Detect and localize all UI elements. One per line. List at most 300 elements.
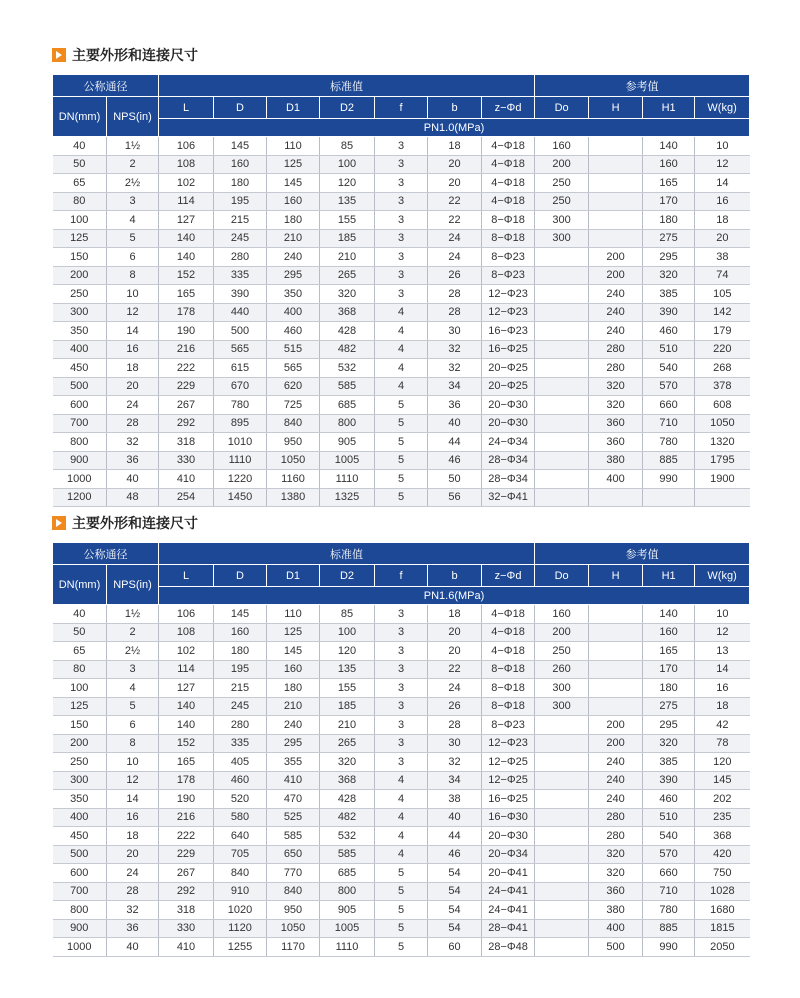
- table-cell: 220: [695, 340, 750, 359]
- table-cell: 840: [267, 414, 320, 433]
- table-cell: 300: [535, 697, 589, 716]
- table-cell: 160: [643, 155, 695, 174]
- table-cell: 1050: [267, 451, 320, 470]
- table-cell: 335: [214, 734, 267, 753]
- table-cell: 100: [320, 623, 375, 642]
- table-cell: 335: [214, 266, 267, 285]
- table-cell: 350: [53, 322, 107, 341]
- table-cell: 500: [53, 845, 107, 864]
- table-cell: 32: [428, 753, 482, 772]
- table-cell: 670: [214, 377, 267, 396]
- table-cell: 18: [695, 697, 750, 716]
- table-cell: 565: [214, 340, 267, 359]
- table-cell: 292: [159, 414, 214, 433]
- table-cell: 200: [535, 155, 589, 174]
- table-body: [53, 137, 750, 507]
- header-col: H: [589, 97, 643, 119]
- table-cell: [535, 771, 589, 790]
- pressure-rating: PN1.6(MPa): [159, 587, 750, 605]
- table-cell: 160: [643, 623, 695, 642]
- table-row: [53, 919, 750, 938]
- table-cell: 20: [107, 845, 159, 864]
- header-col: H: [589, 565, 643, 587]
- table-cell: 300: [535, 211, 589, 230]
- table-cell: 222: [159, 827, 214, 846]
- table-cell: [535, 790, 589, 809]
- table-cell: 14: [695, 660, 750, 679]
- table-cell: 3: [375, 697, 428, 716]
- table-cell: 200: [535, 623, 589, 642]
- table-cell: 5: [375, 488, 428, 507]
- table-cell: 608: [695, 396, 750, 415]
- header-col: Do: [535, 97, 589, 119]
- table-cell: 12: [107, 771, 159, 790]
- table-cell: 750: [695, 864, 750, 883]
- table-cell: 108: [159, 155, 214, 174]
- table-cell: 620: [267, 377, 320, 396]
- table-cell: 640: [214, 827, 267, 846]
- table-cell: 56: [428, 488, 482, 507]
- table-cell: 6: [107, 248, 159, 267]
- table-cell: 510: [643, 340, 695, 359]
- table-cell: 32−Φ41: [482, 488, 535, 507]
- table-cell: 145: [267, 642, 320, 661]
- table-cell: 3: [375, 155, 428, 174]
- table-cell: 200: [589, 248, 643, 267]
- table-cell: 8−Φ18: [482, 697, 535, 716]
- table-cell: [535, 248, 589, 267]
- table-cell: [535, 808, 589, 827]
- table-cell: 4−Φ18: [482, 605, 535, 624]
- table-cell: 210: [320, 716, 375, 735]
- table-cell: 216: [159, 808, 214, 827]
- table-cell: 460: [267, 322, 320, 341]
- table-cell: 178: [159, 303, 214, 322]
- table-cell: 195: [214, 192, 267, 211]
- table-cell: 8−Φ18: [482, 660, 535, 679]
- header-reference-values: 参考值: [535, 543, 750, 565]
- table-cell: 222: [159, 359, 214, 378]
- table-cell: 5: [375, 451, 428, 470]
- table-cell: 12−Φ23: [482, 303, 535, 322]
- table-cell: 400: [589, 919, 643, 938]
- table-cell: 160: [214, 155, 267, 174]
- table-row: [53, 303, 750, 322]
- table-cell: 50: [53, 623, 107, 642]
- table-cell: 540: [643, 359, 695, 378]
- header-col: D1: [267, 565, 320, 587]
- table-cell: 152: [159, 266, 214, 285]
- table-cell: 127: [159, 211, 214, 230]
- table-cell: 4: [375, 359, 428, 378]
- table-cell: 20: [107, 377, 159, 396]
- table-cell: 3: [375, 753, 428, 772]
- table-cell: 428: [320, 790, 375, 809]
- table-cell: 26: [428, 266, 482, 285]
- table-cell: 905: [320, 901, 375, 920]
- table-cell: 280: [589, 808, 643, 827]
- table-cell: 4: [107, 679, 159, 698]
- table-row: [53, 266, 750, 285]
- table-cell: 140: [643, 137, 695, 156]
- header-col: f: [375, 97, 428, 119]
- table-cell: 22: [428, 192, 482, 211]
- table-cell: 20: [428, 623, 482, 642]
- table-cell: 900: [53, 451, 107, 470]
- table-row: [53, 248, 750, 267]
- table-cell: [589, 488, 643, 507]
- table-cell: 895: [214, 414, 267, 433]
- table-cell: 515: [267, 340, 320, 359]
- table-cell: 24: [107, 864, 159, 883]
- table-cell: 650: [267, 845, 320, 864]
- table-cell: 12−Φ23: [482, 285, 535, 304]
- table-cell: 20−Φ30: [482, 827, 535, 846]
- table-cell: 318: [159, 901, 214, 920]
- table-cell: 4: [375, 322, 428, 341]
- table-cell: 280: [214, 716, 267, 735]
- table-cell: [589, 229, 643, 248]
- table-cell: 254: [159, 488, 214, 507]
- table-cell: 210: [320, 248, 375, 267]
- table-cell: 16−Φ23: [482, 322, 535, 341]
- table-cell: 885: [643, 919, 695, 938]
- table-cell: 700: [53, 414, 107, 433]
- table-cell: 5: [107, 697, 159, 716]
- table-cell: 54: [428, 901, 482, 920]
- table-cell: 20: [428, 155, 482, 174]
- table-cell: 127: [159, 679, 214, 698]
- table-cell: 4: [375, 303, 428, 322]
- table-cell: 106: [159, 137, 214, 156]
- table-cell: 240: [267, 248, 320, 267]
- table-cell: [589, 623, 643, 642]
- table-cell: 400: [589, 470, 643, 489]
- table-cell: 12: [107, 303, 159, 322]
- table-cell: 14: [107, 790, 159, 809]
- table-cell: 24: [107, 396, 159, 415]
- table-cell: 280: [214, 248, 267, 267]
- table-cell: 18: [428, 137, 482, 156]
- table-cell: 28: [428, 303, 482, 322]
- table-cell: 600: [53, 864, 107, 883]
- table-row: [53, 864, 750, 883]
- table-cell: 13: [695, 642, 750, 661]
- table-cell: 28−Φ34: [482, 470, 535, 489]
- table-cell: 20−Φ34: [482, 845, 535, 864]
- table-cell: 1050: [267, 919, 320, 938]
- table-cell: 300: [53, 771, 107, 790]
- table-row: [53, 790, 750, 809]
- table-cell: 240: [589, 790, 643, 809]
- table-cell: 38: [428, 790, 482, 809]
- table-cell: 4: [107, 211, 159, 230]
- table-cell: 385: [643, 753, 695, 772]
- table-cell: 660: [643, 396, 695, 415]
- table-cell: 60: [428, 938, 482, 957]
- table-cell: 3: [375, 642, 428, 661]
- table-cell: 180: [214, 174, 267, 193]
- table-cell: 54: [428, 919, 482, 938]
- table-cell: 36: [107, 919, 159, 938]
- table-cell: 1110: [320, 470, 375, 489]
- table-cell: 4: [375, 377, 428, 396]
- table-cell: 405: [214, 753, 267, 772]
- table-row: [53, 451, 750, 470]
- table-cell: 320: [589, 396, 643, 415]
- table-cell: 250: [53, 753, 107, 772]
- table-cell: 165: [159, 753, 214, 772]
- table-cell: 215: [214, 211, 267, 230]
- table-cell: 22: [428, 211, 482, 230]
- section-pn10: [52, 44, 749, 507]
- table-cell: 390: [214, 285, 267, 304]
- table-cell: 330: [159, 919, 214, 938]
- section-title: [52, 512, 749, 534]
- table-cell: 200: [589, 266, 643, 285]
- table-cell: 20: [428, 174, 482, 193]
- table-cell: 190: [159, 322, 214, 341]
- table-cell: 40: [53, 137, 107, 156]
- table-cell: 368: [320, 771, 375, 790]
- table-cell: 540: [643, 827, 695, 846]
- table-cell: 840: [214, 864, 267, 883]
- table-cell: 3: [375, 285, 428, 304]
- table-row: [53, 488, 750, 507]
- table-cell: 1005: [320, 919, 375, 938]
- table-cell: 330: [159, 451, 214, 470]
- table-cell: 600: [53, 396, 107, 415]
- table-cell: 1½: [107, 137, 159, 156]
- table-cell: 5: [375, 919, 428, 938]
- table-row: [53, 845, 750, 864]
- table-cell: 5: [375, 470, 428, 489]
- table-row: [53, 660, 750, 679]
- table-cell: 20−Φ30: [482, 396, 535, 415]
- header-col: z−Φd: [482, 97, 535, 119]
- table-cell: 145: [214, 137, 267, 156]
- table-row: [53, 771, 750, 790]
- table-cell: 510: [643, 808, 695, 827]
- table-cell: 135: [320, 660, 375, 679]
- table-cell: 20−Φ25: [482, 359, 535, 378]
- table-cell: 36: [107, 451, 159, 470]
- table-cell: 1110: [320, 938, 375, 957]
- table-cell: 3: [375, 174, 428, 193]
- table-row: [53, 174, 750, 193]
- table-cell: 780: [643, 901, 695, 920]
- table-cell: 32: [107, 433, 159, 452]
- table-cell: 12−Φ25: [482, 771, 535, 790]
- table-row: [53, 734, 750, 753]
- table-cell: 85: [320, 605, 375, 624]
- table-cell: 215: [214, 679, 267, 698]
- arrow-marker-icon: [52, 516, 66, 530]
- table-cell: 2: [107, 623, 159, 642]
- table-cell: 10: [107, 285, 159, 304]
- table-cell: 6: [107, 716, 159, 735]
- table-cell: 4−Φ18: [482, 642, 535, 661]
- header-dn: DN(mm): [53, 565, 107, 605]
- table-cell: 178: [159, 771, 214, 790]
- table-cell: 24: [428, 229, 482, 248]
- table-cell: 350: [267, 285, 320, 304]
- table-cell: 3: [375, 660, 428, 679]
- table-cell: 360: [589, 882, 643, 901]
- table-row: [53, 433, 750, 452]
- table-cell: 585: [320, 377, 375, 396]
- table-cell: 780: [643, 433, 695, 452]
- table-cell: 1255: [214, 938, 267, 957]
- table-cell: 5: [375, 414, 428, 433]
- table-cell: 8−Φ18: [482, 211, 535, 230]
- table-cell: 40: [107, 470, 159, 489]
- table-cell: 3: [107, 660, 159, 679]
- table-cell: 12: [695, 155, 750, 174]
- table-cell: 102: [159, 642, 214, 661]
- table-cell: 355: [267, 753, 320, 772]
- table-cell: 32: [428, 340, 482, 359]
- table-cell: 525: [267, 808, 320, 827]
- table-cell: 106: [159, 605, 214, 624]
- table-cell: [589, 660, 643, 679]
- table-cell: 16: [107, 808, 159, 827]
- table-cell: 160: [535, 605, 589, 624]
- table-cell: 50: [428, 470, 482, 489]
- table-cell: 320: [589, 377, 643, 396]
- table-cell: 3: [375, 716, 428, 735]
- table-cell: 1110: [214, 451, 267, 470]
- table-cell: 40: [53, 605, 107, 624]
- table-cell: 240: [589, 771, 643, 790]
- table-cell: 38: [695, 248, 750, 267]
- table-row: [53, 211, 750, 230]
- table-cell: 1450: [214, 488, 267, 507]
- table-cell: 135: [320, 192, 375, 211]
- arrow-marker-icon: [52, 48, 66, 62]
- table-cell: 400: [53, 340, 107, 359]
- table-cell: 685: [320, 396, 375, 415]
- table-cell: [535, 285, 589, 304]
- table-cell: 1815: [695, 919, 750, 938]
- table-cell: 318: [159, 433, 214, 452]
- table-cell: 150: [53, 716, 107, 735]
- table-cell: 245: [214, 229, 267, 248]
- table-cell: 390: [643, 303, 695, 322]
- table-cell: 140: [159, 697, 214, 716]
- table-cell: 155: [320, 679, 375, 698]
- table-cell: 770: [267, 864, 320, 883]
- table-cell: 4: [375, 340, 428, 359]
- table-cell: 48: [107, 488, 159, 507]
- table-cell: 3: [375, 192, 428, 211]
- table-cell: 385: [643, 285, 695, 304]
- table-cell: 210: [267, 229, 320, 248]
- table-cell: 1020: [214, 901, 267, 920]
- table-cell: 320: [643, 734, 695, 753]
- table-cell: 520: [214, 790, 267, 809]
- header-reference-values: 参考值: [535, 75, 750, 97]
- table-row: [53, 359, 750, 378]
- table-row: [53, 192, 750, 211]
- table-cell: 295: [267, 266, 320, 285]
- table-cell: 150: [53, 248, 107, 267]
- table-cell: 240: [267, 716, 320, 735]
- table-cell: 5: [375, 864, 428, 883]
- table-cell: 8−Φ18: [482, 229, 535, 248]
- table-cell: 18: [107, 827, 159, 846]
- table-cell: 34: [428, 771, 482, 790]
- table-cell: 295: [267, 734, 320, 753]
- table-cell: 229: [159, 377, 214, 396]
- table-cell: 240: [589, 303, 643, 322]
- table-cell: 195: [214, 660, 267, 679]
- table-cell: 190: [159, 790, 214, 809]
- table-cell: [535, 303, 589, 322]
- table-row: [53, 137, 750, 156]
- table-cell: 12: [695, 623, 750, 642]
- table-cell: 1170: [267, 938, 320, 957]
- table-cell: 4−Φ18: [482, 174, 535, 193]
- table-cell: 8−Φ23: [482, 248, 535, 267]
- table-cell: 350: [53, 790, 107, 809]
- table-cell: [535, 359, 589, 378]
- table-cell: [535, 938, 589, 957]
- dimension-table: [52, 74, 750, 507]
- table-cell: 78: [695, 734, 750, 753]
- table-cell: 160: [267, 192, 320, 211]
- table-cell: 800: [320, 882, 375, 901]
- table-row: [53, 697, 750, 716]
- table-cell: 267: [159, 864, 214, 883]
- table-cell: 300: [535, 679, 589, 698]
- table-cell: 180: [214, 642, 267, 661]
- table-cell: 410: [159, 938, 214, 957]
- table-cell: [589, 642, 643, 661]
- table-cell: 5: [107, 229, 159, 248]
- table-cell: 8−Φ23: [482, 266, 535, 285]
- table-row: [53, 414, 750, 433]
- table-cell: 1320: [695, 433, 750, 452]
- table-cell: 1120: [214, 919, 267, 938]
- table-cell: 320: [643, 266, 695, 285]
- table-row: [53, 285, 750, 304]
- table-cell: [535, 266, 589, 285]
- table-cell: 46: [428, 451, 482, 470]
- table-cell: 4: [375, 827, 428, 846]
- header-dn: DN(mm): [53, 97, 107, 137]
- table-cell: 10: [107, 753, 159, 772]
- table-cell: 30: [428, 322, 482, 341]
- table-cell: 460: [643, 790, 695, 809]
- table-cell: 710: [643, 882, 695, 901]
- table-cell: 24−Φ41: [482, 901, 535, 920]
- table-cell: 120: [320, 642, 375, 661]
- table-cell: 200: [589, 734, 643, 753]
- table-cell: [535, 845, 589, 864]
- table-cell: [535, 882, 589, 901]
- table-cell: [535, 470, 589, 489]
- table-cell: 900: [53, 919, 107, 938]
- table-cell: 1050: [695, 414, 750, 433]
- table-cell: 28−Φ41: [482, 919, 535, 938]
- header-nps: NPS(in): [107, 565, 159, 605]
- table-cell: 4−Φ18: [482, 192, 535, 211]
- table-cell: 800: [53, 901, 107, 920]
- table-cell: 1795: [695, 451, 750, 470]
- table-cell: 140: [643, 605, 695, 624]
- table-cell: 295: [643, 248, 695, 267]
